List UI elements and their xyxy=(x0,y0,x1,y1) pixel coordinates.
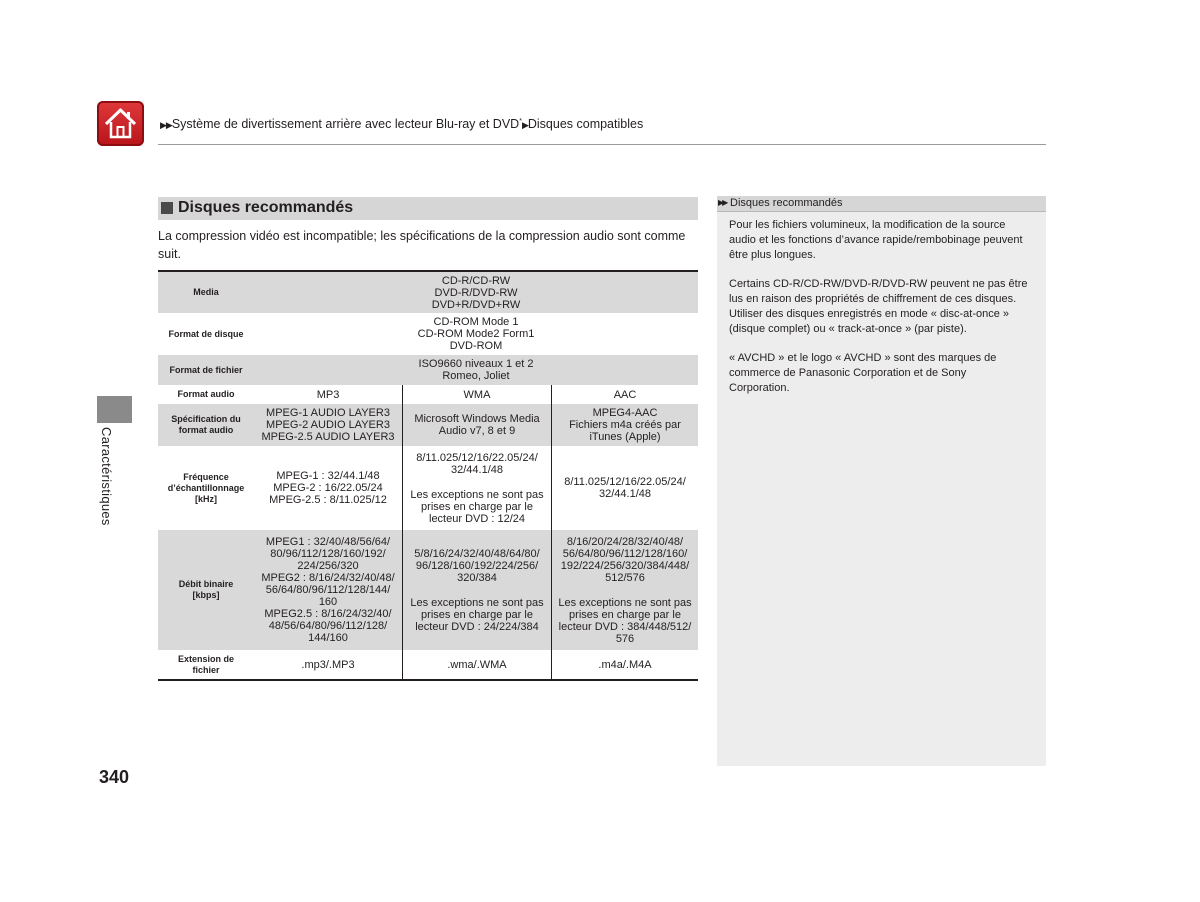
section-label: Caractéristiques xyxy=(99,427,114,526)
cell-line: 80/96/112/128/160/192/ xyxy=(270,548,386,560)
note-line: Corporation. xyxy=(729,382,790,394)
table-row xyxy=(158,313,698,355)
cell-line: lecteur DVD : 12/24 xyxy=(429,512,525,525)
cell-line: Les exceptions ne sont pas xyxy=(410,488,544,501)
compatibility-table xyxy=(158,270,698,681)
cell-line: MPEG-2.5 AUDIO LAYER3 xyxy=(261,431,395,443)
note-line: être plus longues. xyxy=(729,249,816,261)
header-line: Débit binaire xyxy=(178,579,234,589)
table-cell xyxy=(403,530,552,650)
table-cell: .m4a/.M4A xyxy=(552,650,699,680)
cell-line: Microsoft Windows Media xyxy=(414,413,540,425)
cell-line: DVD+R/DVD+RW xyxy=(431,298,521,311)
row-header xyxy=(158,650,254,680)
cell-line: 576 xyxy=(615,632,635,645)
cell-line: iTunes (Apple) xyxy=(589,431,661,443)
row-header: Media xyxy=(158,271,254,313)
intro-paragraph: La compression vidéo est incompatible; les spécifications de la compression audio sont comme suit. xyxy=(158,229,686,261)
note-line: commerce de Panasonic Corporation et de Sony xyxy=(729,367,967,379)
cell-line: DVD-ROM xyxy=(449,340,503,352)
header-line: d’échantillonnage xyxy=(167,482,245,493)
square-bullet-icon xyxy=(161,202,173,214)
table-cell xyxy=(254,355,698,385)
cell-line: 512/576 xyxy=(605,571,645,584)
note-line: lus en raison des propriétés de chiffrement de ces disques. xyxy=(729,293,1017,305)
table-row xyxy=(158,530,698,650)
cell-line: Audio v7, 8 et 9 xyxy=(438,425,516,437)
cell-line: lecteur DVD : 24/224/384 xyxy=(415,620,539,633)
row-header: Format de disque xyxy=(168,328,244,339)
header-divider xyxy=(158,144,1046,145)
cell-line: prises en charge par le xyxy=(569,608,681,621)
row-header: Format de fichier xyxy=(158,355,254,385)
table-cell xyxy=(552,446,699,530)
cell-line: Les exceptions ne sont pas xyxy=(558,596,692,609)
notes-title: Disques recommandés xyxy=(730,197,843,209)
header-line: Extension de xyxy=(177,653,234,664)
cell-line: 96/128/160/192/224/256/ xyxy=(415,559,539,572)
footnote-asterisk: * xyxy=(519,117,522,125)
cell-line: Les exceptions ne sont pas xyxy=(410,596,544,609)
cell-line: lecteur DVD : 384/448/512/ xyxy=(558,620,692,633)
header-line: Spécification du xyxy=(171,414,241,424)
cell-line: 144/160 xyxy=(308,632,348,644)
header-line: [kbps] xyxy=(192,590,220,600)
table-row xyxy=(158,650,698,680)
row-header xyxy=(158,404,254,446)
breadcrumb-current: Disques compatibles xyxy=(527,117,644,131)
breadcrumb xyxy=(160,117,643,131)
table-cell xyxy=(254,271,698,313)
table-cell: MP3 xyxy=(316,388,340,401)
table-cell: AAC xyxy=(552,385,699,404)
note-paragraph xyxy=(729,351,1041,396)
cell-line: prises en charge par le xyxy=(421,608,533,621)
table-row xyxy=(158,446,698,530)
cell-line: MPEG-2.5 : 8/11.025/12 xyxy=(269,494,387,506)
cell-line: CD-ROM Mode2 Form1 xyxy=(417,328,535,340)
cell-line: DVD-R/DVD-RW xyxy=(434,286,518,299)
cell-line: MPEG2 : 8/16/24/32/40/48/ xyxy=(261,572,395,584)
table-cell xyxy=(552,404,699,446)
cell-line: MPEG1 : 32/40/48/56/64/ xyxy=(265,536,391,548)
table-cell: .mp3/.MP3 xyxy=(301,658,355,671)
cell-line: MPEG-1 : 32/44.1/48 xyxy=(276,470,380,482)
table-cell: .wma/.WMA xyxy=(403,650,552,680)
row-header xyxy=(158,530,254,650)
table-cell xyxy=(403,404,552,446)
cell-line: 224/256/320 xyxy=(297,560,359,572)
cell-line: CD-R/CD-RW xyxy=(441,274,511,287)
table-cell xyxy=(254,446,403,530)
cell-line: prises en charge par le xyxy=(421,500,533,513)
cell-line: 8/11.025/12/16/22.05/24/ xyxy=(416,451,538,464)
notes-panel xyxy=(717,196,1046,766)
breadcrumb-arrow-icon: ▶ xyxy=(521,120,528,130)
notes-header xyxy=(717,196,1046,212)
cell-line: CD-ROM Mode 1 xyxy=(433,316,519,328)
cell-line: 160 xyxy=(318,596,338,608)
section-heading xyxy=(158,197,698,220)
note-line: (disque complet) ou « track-at-once » (par piste). xyxy=(729,323,967,335)
home-button[interactable] xyxy=(97,101,144,146)
home-icon xyxy=(102,105,139,142)
note-line: Pour les fichiers volumineux, la modification de la source xyxy=(729,219,1006,231)
table-cell xyxy=(254,530,403,650)
cell-line: 32/44.1/48 xyxy=(599,488,651,500)
note-line: « AVCHD » et le logo « AVCHD » sont des marques de xyxy=(729,352,997,364)
table-cell xyxy=(403,446,552,530)
header-line: [kHz] xyxy=(195,493,217,504)
table-cell xyxy=(254,404,403,446)
note-marker-icon: ▶▶ xyxy=(718,198,727,207)
cell-line: Fichiers m4a créés par xyxy=(569,419,681,431)
row-header xyxy=(158,446,254,530)
table-cell: WMA xyxy=(403,385,552,404)
table-cell xyxy=(254,313,698,355)
table-row xyxy=(158,404,698,446)
section-title: Disques recommandés xyxy=(178,199,354,216)
section-tab-marker xyxy=(97,396,132,423)
header-line: fichier xyxy=(192,664,220,675)
cell-line: MPEG2.5 : 8/16/24/32/40/ xyxy=(264,608,392,620)
cell-line: MPEG-1 AUDIO LAYER3 xyxy=(266,407,390,419)
header-line: Fréquence xyxy=(183,471,229,482)
cell-line: 56/64/80/96/112/128/144/ xyxy=(265,584,391,596)
table-row xyxy=(158,385,698,404)
cell-line: 8/11.025/12/16/22.05/24/ xyxy=(564,476,686,488)
note-line: audio et les fonctions d’avance rapide/rembobinage peuvent xyxy=(729,234,1023,246)
table-row xyxy=(158,355,698,385)
note-paragraph xyxy=(729,218,1041,263)
cell-line: 320/384 xyxy=(457,571,497,584)
cell-line: 32/44.1/48 xyxy=(451,463,503,476)
breadcrumb-arrow-icon: ▶▶ xyxy=(160,120,172,130)
cell-line: 5/8/16/24/32/40/48/64/80/ xyxy=(414,547,540,560)
header-line: format audio xyxy=(178,425,234,435)
note-paragraph xyxy=(729,277,1041,337)
breadcrumb-item[interactable]: Système de divertissement arrière avec lecteur Blu-ray et DVD xyxy=(171,117,520,131)
note-line: Utiliser des disques enregistrés en mode « disc-at-once » xyxy=(729,308,1010,320)
cell-line: ISO9660 niveaux 1 et 2 xyxy=(418,358,534,370)
cell-line: Romeo, Joliet xyxy=(442,370,510,382)
cell-line: MPEG4-AAC xyxy=(592,407,658,419)
page-number: 340 xyxy=(99,767,130,787)
cell-line: 56/64/80/96/112/128/160/ xyxy=(562,547,688,560)
cell-line: MPEG-2 : 16/22.05/24 xyxy=(273,482,383,494)
note-line: Certains CD-R/CD-RW/DVD-R/DVD-RW peuvent ne pas être xyxy=(729,278,1028,290)
cell-line: 192/224/256/320/384/448/ xyxy=(560,559,690,572)
cell-line: 8/16/20/24/28/32/40/48/ xyxy=(566,535,684,548)
cell-line: MPEG-2 AUDIO LAYER3 xyxy=(266,419,390,431)
table-row xyxy=(158,271,698,313)
table-cell xyxy=(552,530,699,650)
row-header: Format audio xyxy=(177,389,235,399)
cell-line: 48/56/64/80/96/112/128/ xyxy=(268,620,388,632)
